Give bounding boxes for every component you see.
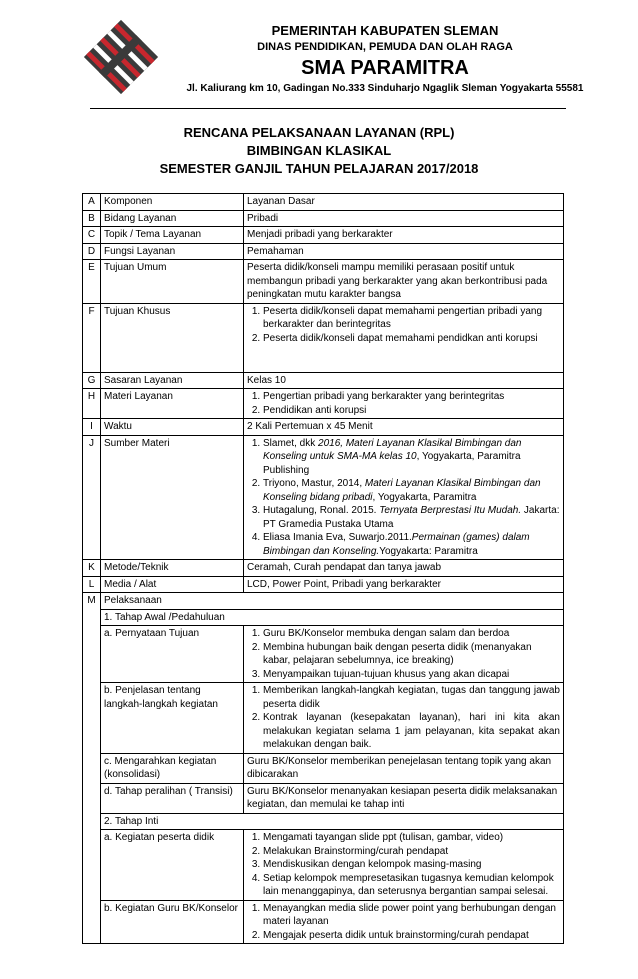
row-label: Media / Alat: [101, 576, 244, 593]
list-item: 1. Pengertian pribadi yang berkarakter yang berintegritas: [263, 390, 560, 404]
row-value: [244, 389, 564, 419]
step-value: [244, 830, 564, 901]
table-row: [83, 303, 564, 372]
list-item: 2. Pendidikan anti korupsi: [263, 404, 560, 418]
row-label: Tujuan Khusus: [101, 303, 244, 372]
row-label: Fungsi Layanan: [101, 243, 244, 260]
step-label: b. Penjelasan tentang langkah-langkah kegiatan: [101, 683, 244, 754]
table-row: [83, 435, 564, 560]
list-item: 2. Kontrak layanan (kesepakatan layanan), hari ini kita akan melakukan kegiatan selama 1 jam pelayanan, kita sepakat akan melakukan dengan baik.: [263, 711, 560, 752]
row-key: C: [83, 227, 101, 244]
title-line-2: BIMBINGAN KLASIKAL: [246, 143, 392, 158]
table-row: [83, 683, 564, 754]
row-label: Sumber Materi: [101, 435, 244, 560]
row-key: E: [83, 260, 101, 304]
row-value: Pemahaman: [244, 243, 564, 260]
letterhead-line-2: DINAS PENDIDIKAN, PEMUDA DAN OLAH RAGA: [257, 41, 513, 53]
table-row: [83, 243, 564, 260]
table-row: [83, 372, 564, 389]
table-row: [83, 260, 564, 304]
table-row: [83, 783, 564, 813]
stage-heading: 2. Tahap Inti: [101, 813, 564, 830]
list-item: 3. Mendiskusikan dengan kelompok masing-masing: [263, 858, 560, 872]
row-value: Peserta didik/konseli mampu memiliki perasaan positif untuk membangun pribadi yang berkarakter yang akan berkontribusi pada peningkatan mutu karakter bangsa: [244, 260, 564, 304]
list-item: 3. Menyampaikan tujuan-tujuan khusus yang akan dicapai: [263, 668, 560, 682]
row-label: Tujuan Umum: [101, 260, 244, 304]
step-label: d. Tahap peralihan ( Transisi): [101, 783, 244, 813]
row-label: Sasaran Layanan: [101, 372, 244, 389]
row-value: 2 Kali Pertemuan x 45 Menit: [244, 419, 564, 436]
table-row: [83, 560, 564, 577]
list-item: 1. Guru BK/Konselor membuka dengan salam dan berdoa: [263, 627, 560, 641]
step-label: a. Kegiatan peserta didik: [101, 830, 244, 901]
school-name: SMA PARAMITRA: [301, 57, 469, 79]
step-value: [244, 900, 564, 944]
row-value: Pribadi: [244, 210, 564, 227]
row-key: A: [83, 194, 101, 211]
rpl-table: [82, 193, 564, 944]
row-key: J: [83, 435, 101, 560]
list-item: 1. Mengamati tayangan slide ppt (tulisan, gambar, video): [263, 831, 560, 845]
table-row: [83, 210, 564, 227]
school-address: Jl. Kaliurang km 10, Gadingan No.333 Sinduharjo Ngaglik Sleman Yogyakarta 55581: [186, 83, 584, 94]
table-row: [83, 389, 564, 419]
row-label: Komponen: [101, 194, 244, 211]
row-label: Pelaksanaan: [101, 593, 564, 610]
letterhead-line-1: PEMERINTAH KABUPATEN SLEMAN: [271, 23, 499, 38]
row-key: M: [83, 593, 101, 944]
reference-item: 1. Slamet, dkk 2016, Materi Layanan Klasikal Bimbingan dan Konseling untuk SMA-MA kelas 10, Yogyakarta, Paramitra Publishing: [263, 437, 560, 478]
row-key: D: [83, 243, 101, 260]
step-value: Guru BK/Konselor menanyakan kesiapan peserta didik melaksanakan kegiatan, dan memulai ke tahap inti: [244, 783, 564, 813]
table-row: [83, 227, 564, 244]
table-row: [83, 593, 564, 610]
table-row: [83, 194, 564, 211]
row-label: Metode/Teknik: [101, 560, 244, 577]
table-row: [83, 813, 564, 830]
row-key: L: [83, 576, 101, 593]
step-value: [244, 626, 564, 683]
reference-item: 4. Eliasa Imania Eva, Suwarjo.2011.Permainan (games) dalam Bimbingan dan Konseling.Yogyakarta: Paramitra: [263, 531, 560, 558]
row-value: LCD, Power Point, Pribadi yang berkarakter: [244, 576, 564, 593]
row-value: Kelas 10: [244, 372, 564, 389]
list-item: 2. Peserta didik/konseli dapat memahami pendidkan anti korupsi: [263, 332, 560, 346]
row-key: H: [83, 389, 101, 419]
title-line-3: SEMESTER GANJIL TAHUN PELAJARAN 2017/2018: [159, 161, 479, 176]
step-label: b. Kegiatan Guru BK/Konselor: [101, 900, 244, 944]
list-item: 2. Mengajak peserta didik untuk brainstorming/curah pendapat: [263, 929, 560, 943]
letterhead-divider: [90, 108, 566, 109]
step-value: Guru BK/Konselor memberikan penejelasan tentang topik yang akan dibicarakan: [244, 753, 564, 783]
list-item: 1. Peserta didik/konseli dapat memahami pengertian pribadi yang berkarakter dan berintegritas: [263, 305, 560, 332]
row-key: B: [83, 210, 101, 227]
list-item: 4. Setiap kelompok mempresetasikan tugasnya kemudian kelompok lain menanggapinya, dan seterusnya bergantian sampai selesai.: [263, 872, 560, 899]
table-row: [83, 626, 564, 683]
table-row: [83, 576, 564, 593]
table-row: [83, 753, 564, 783]
row-value: Ceramah, Curah pendapat dan tanya jawab: [244, 560, 564, 577]
row-value: [244, 435, 564, 560]
row-key: K: [83, 560, 101, 577]
letterhead: [0, 0, 638, 110]
reference-item: 2. Triyono, Mastur, 2014, Materi Layanan Klasikal Bimbingan dan Konseling bidang pribadi, Yogyakarta, Paramitra: [263, 477, 560, 504]
row-label: Materi Layanan: [101, 389, 244, 419]
row-key: F: [83, 303, 101, 372]
row-key: G: [83, 372, 101, 389]
row-label: Topik / Tema Layanan: [101, 227, 244, 244]
table-row: [83, 830, 564, 901]
title-line-1: RENCANA PELAKSANAAN LAYANAN (RPL): [183, 125, 455, 140]
list-item: 2. Membina hubungan baik dengan peserta didik (menanyakan kabar, pelajaran sebelumnya, ice breaking): [263, 641, 560, 668]
step-label: a. Pernyataan Tujuan: [101, 626, 244, 683]
table-row: [83, 419, 564, 436]
document-title: [0, 124, 638, 178]
table-row: [83, 609, 564, 626]
list-item: 1. Menayangkan media slide power point yang berhubungan dengan materi layanan: [263, 902, 560, 929]
row-label: Waktu: [101, 419, 244, 436]
row-key: I: [83, 419, 101, 436]
stage-heading: 1. Tahap Awal /Pedahuluan: [101, 609, 564, 626]
row-label: Bidang Layanan: [101, 210, 244, 227]
row-value: Menjadi pribadi yang berkarakter: [244, 227, 564, 244]
step-label: c. Mengarahkan kegiatan (konsolidasi): [101, 753, 244, 783]
step-value: [244, 683, 564, 754]
row-value: Layanan Dasar: [244, 194, 564, 211]
list-item: 2. Melakukan Brainstorming/curah pendapat: [263, 845, 560, 859]
list-item: 1. Memberikan langkah-langkah kegiatan, tugas dan tanggung jawab peserta didik: [263, 684, 560, 711]
row-value: [244, 303, 564, 372]
reference-item: 3. Hutagalung, Ronal. 2015. Ternyata Berprestasi Itu Mudah. Jakarta: PT Gramedia Pustaka Utama: [263, 504, 560, 531]
table-row: [83, 900, 564, 944]
